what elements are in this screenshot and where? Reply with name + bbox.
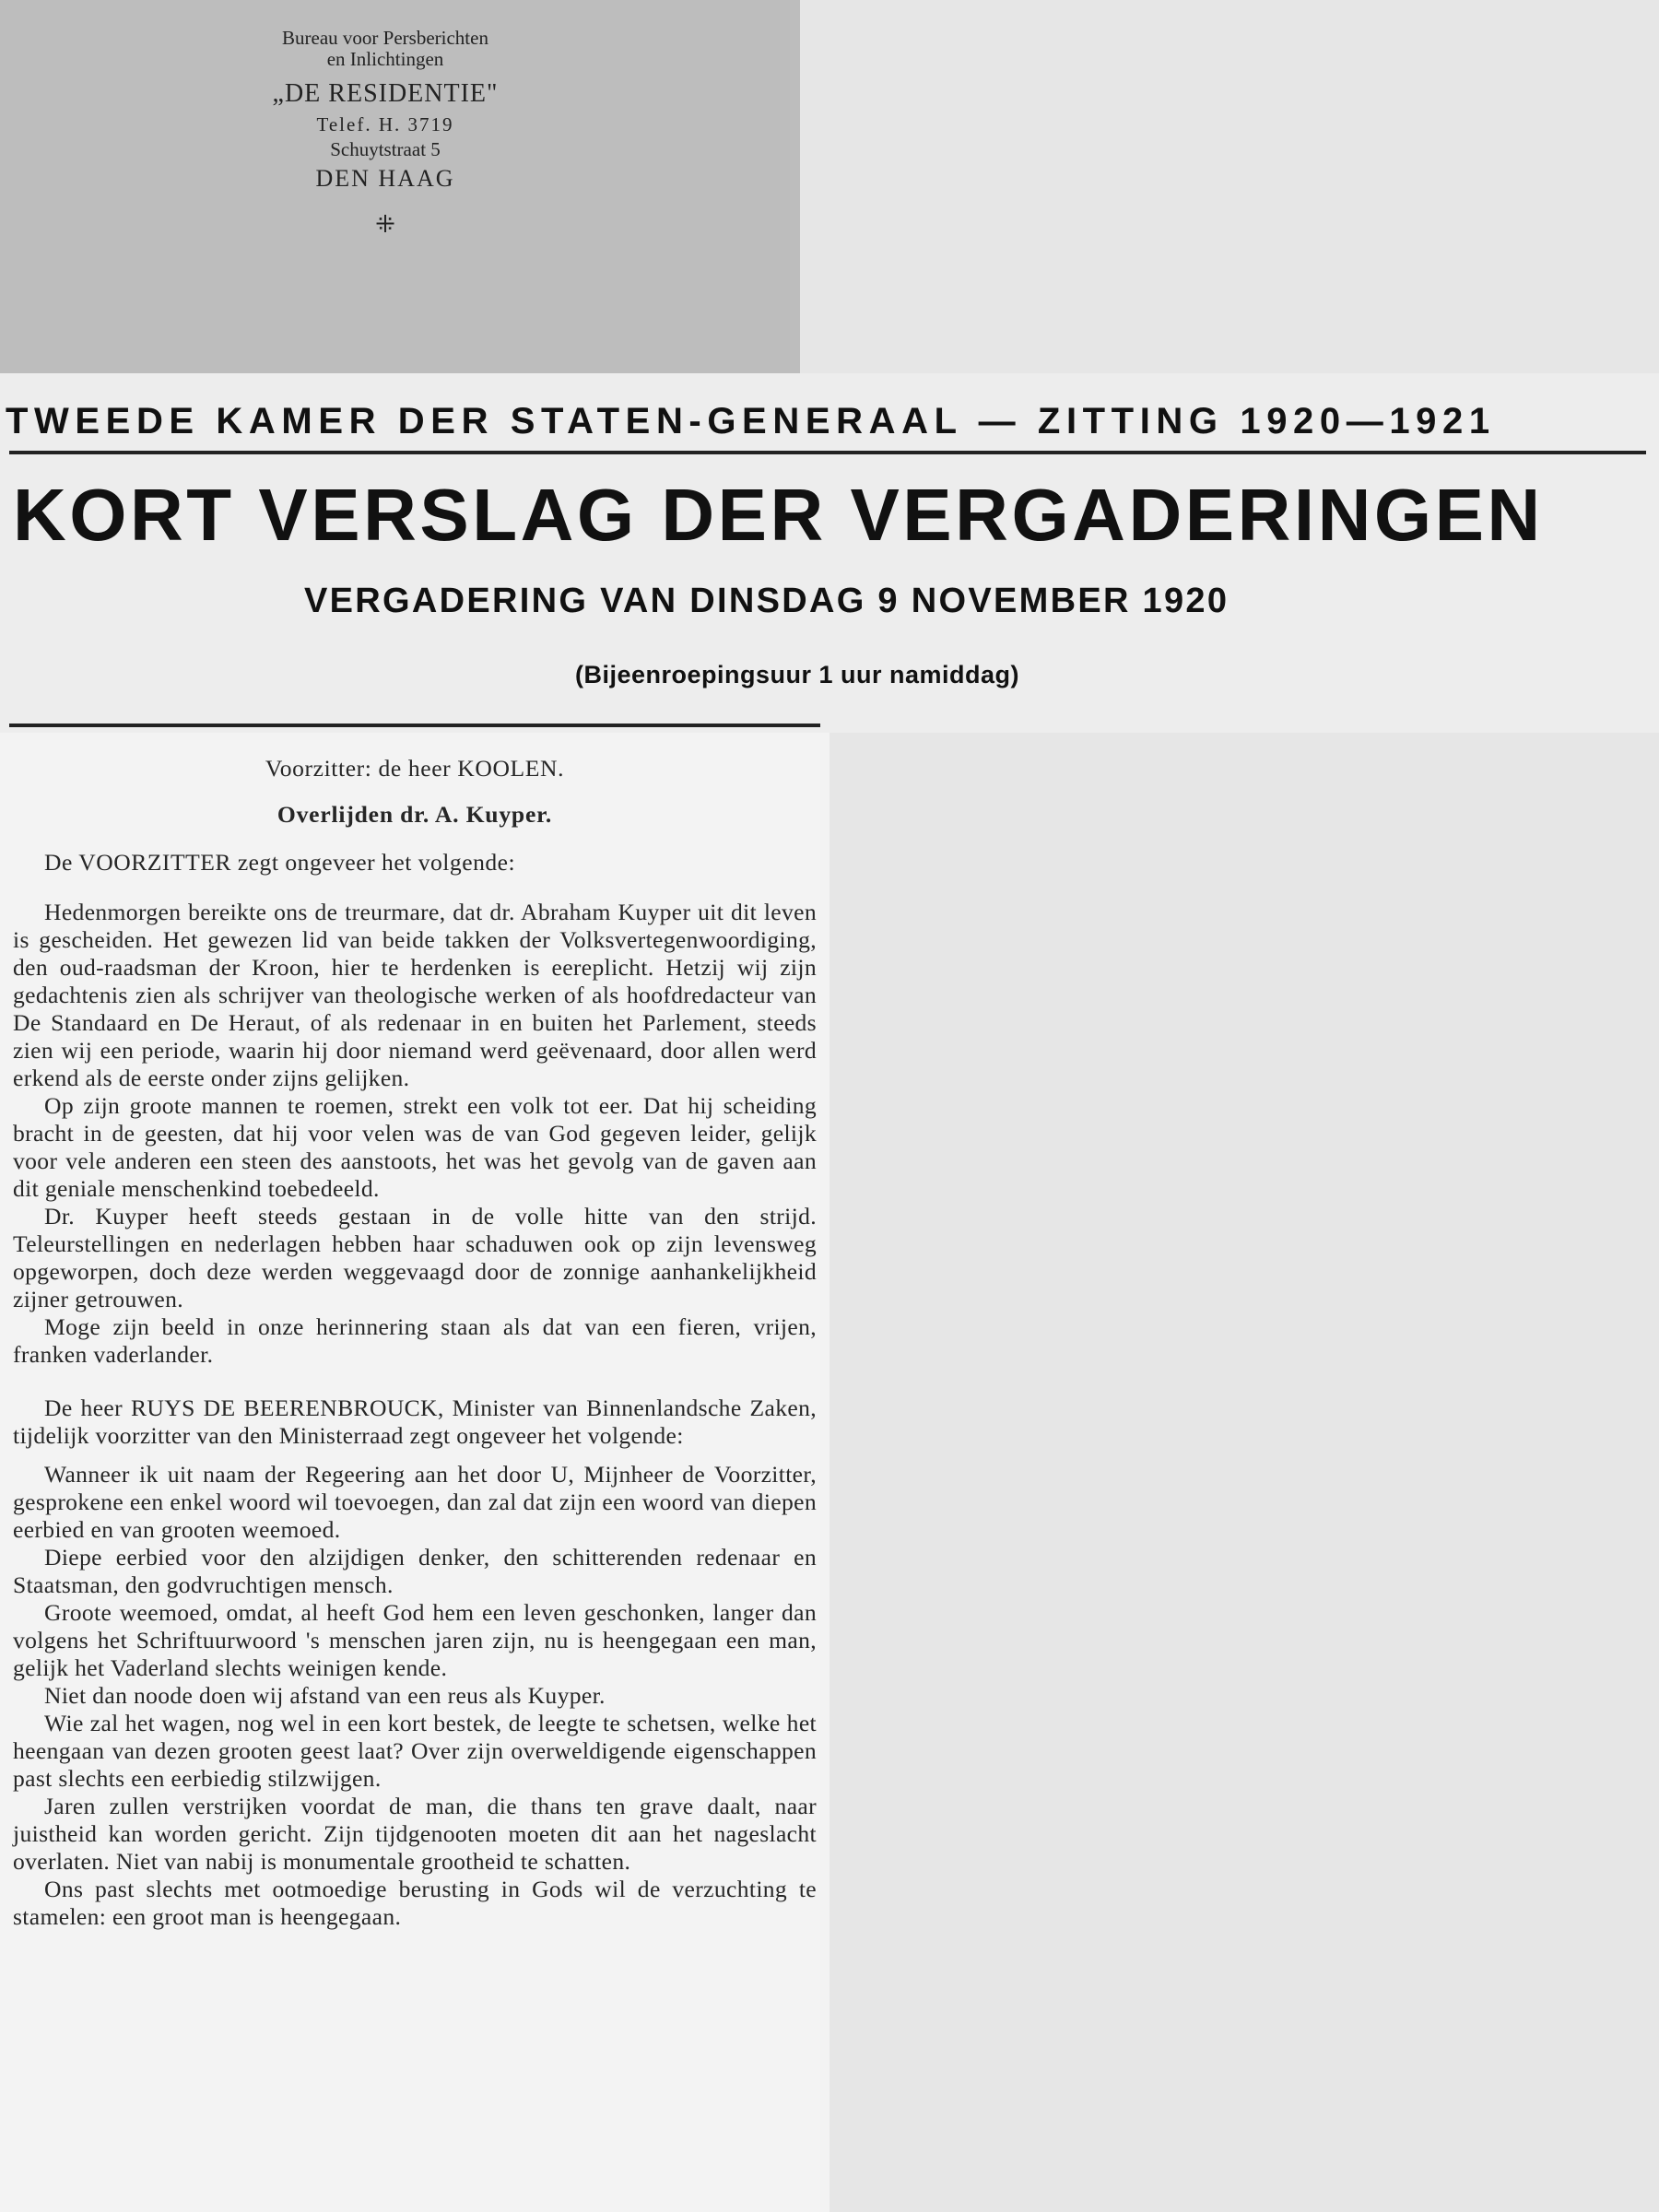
- minister-paragraph: Wanneer ik uit naam der Regeering aan het door U, Mijnheer de Voorzitter, gesprokene een enkel woord wil toevoegen, dan zal dat zijn een woord van diepen eerbied en van grooten weemoed.: [13, 1461, 817, 1543]
- chairman-paragraph: Moge zijn beeld in onze herinnering staan als dat van een fieren, vrijen, franken vaderlander.: [13, 1313, 817, 1368]
- header-rule-top: [9, 451, 1646, 454]
- report-header: [0, 373, 1659, 733]
- article-column: [0, 733, 830, 2212]
- minister-paragraph: Jaren zullen verstrijken voordat de man, die thans ten grave daalt, naar juistheid kan worden gericht. Zijn tijdgenooten moeten dit aan het nageslacht overlaten. Niet van nabij is monumentale grootheid te schatten.: [13, 1793, 817, 1875]
- stamp-line-inlichtingen: en Inlichtingen: [326, 48, 444, 70]
- minister-paragraph: Wie zal het wagen, nog wel in een kort bestek, de leegte te schetsen, welke het heengaan van dezen grooten geest laat? Over zijn overweldigende eigenschappen past slechts een eerbiedig stilzwijgen.: [13, 1710, 817, 1792]
- article-heading: Overlijden dr. A. Kuyper.: [276, 801, 553, 828]
- chairman-line: Voorzitter: de heer KOOLEN.: [265, 755, 565, 782]
- stamp-phone: Telef. H. 3719: [316, 113, 454, 135]
- minister-paragraph: Diepe eerbied voor den alzijdigen denker, den schitterenden redenaar en Staatsman, den godvruchtigen mensch.: [13, 1544, 817, 1598]
- meeting-time: (Bijeenroepingsuur 1 uur namiddag): [575, 661, 1020, 688]
- stamp-city: DEN HAAG: [315, 165, 455, 192]
- minister-paragraph: Ons past slechts met ootmoedige berusting in Gods wil de verzuchting te stamelen: een groot man is heengegaan.: [13, 1876, 817, 1930]
- report-title: KORT VERSLAG DER VERGADERINGEN: [13, 474, 1544, 556]
- chairman-paragraph: Hedenmorgen bereikte ons de treurmare, dat dr. Abraham Kuyper uit dit leven is gescheiden. Het gewezen lid van beide takken der Volksvertegenwoordiging, den oud-raadsman der Kroon, hier te herdenken is eereplicht. Hetzij wij zijn gedachtenis zien als schrijver van theologische werken of als hoofdredacteur van De Standaard en De Heraut, of als redenaar in en buiten het Parlement, steeds zien wij een periode, waarin hij door niemand werd geëvenaard, door allen werd erkend als de eerste onder zijns gelijken.: [13, 899, 817, 1091]
- header-rule-bottom: [9, 724, 820, 727]
- minister-paragraph: Groote weemoed, omdat, al heeft God hem een leven geschonken, langer dan volgens het Schriftuurwoord 's menschen jaren zijn, nu is heengegaan een man, gelijk het Vaderland slechts weinigen kende.: [13, 1599, 817, 1681]
- stamp-text-block: [0, 28, 771, 243]
- stamp-street: Schuytstraat 5: [330, 138, 441, 160]
- chairman-intro: De VOORZITTER zegt ongeveer het volgende:: [44, 849, 516, 876]
- stamp-line-bureau: Bureau voor Persberichten: [282, 27, 488, 49]
- press-bureau-stamp: [0, 0, 800, 378]
- meeting-date: VERGADERING VAN DINSDAG 9 NOVEMBER 1920: [304, 582, 1230, 620]
- minister-intro: De heer RUYS DE BEERENBROUCK, Minister van Binnenlandsche Zaken, tijdelijk voorzitter van den Ministerraad zegt ongeveer het volgende:: [13, 1394, 817, 1449]
- chairman-paragraph: Op zijn groote mannen te roemen, strekt een volk tot eer. Dat hij scheiding bracht in de geesten, dat hij voor velen was de van God gegeven leider, gelijk voor vele anderen een steen des aanstoots, het was het gevolg van de gaven aan dit geniale menschenkind toebedeeld.: [13, 1092, 817, 1202]
- chamber-session-line: TWEEDE KAMER DER STATEN-GENERAAL — ZITTING 1920—1921: [6, 401, 1496, 441]
- stamp-name: „DE RESIDENTIE": [272, 79, 499, 108]
- chairman-paragraph: Dr. Kuyper heeft steeds gestaan in de volle hitte van den strijd. Teleurstellingen en nederlagen hebben haar schaduwen ook op zijn levensweg opgeworpen, doch deze werden weggevaagd door de zonnige aanhankelijkheid zijner getrouwen.: [13, 1203, 817, 1312]
- ornament-icon: ⁜: [375, 211, 395, 238]
- article-body: [13, 755, 817, 1931]
- minister-paragraph: Niet dan noode doen wij afstand van een reus als Kuyper.: [44, 1682, 606, 1709]
